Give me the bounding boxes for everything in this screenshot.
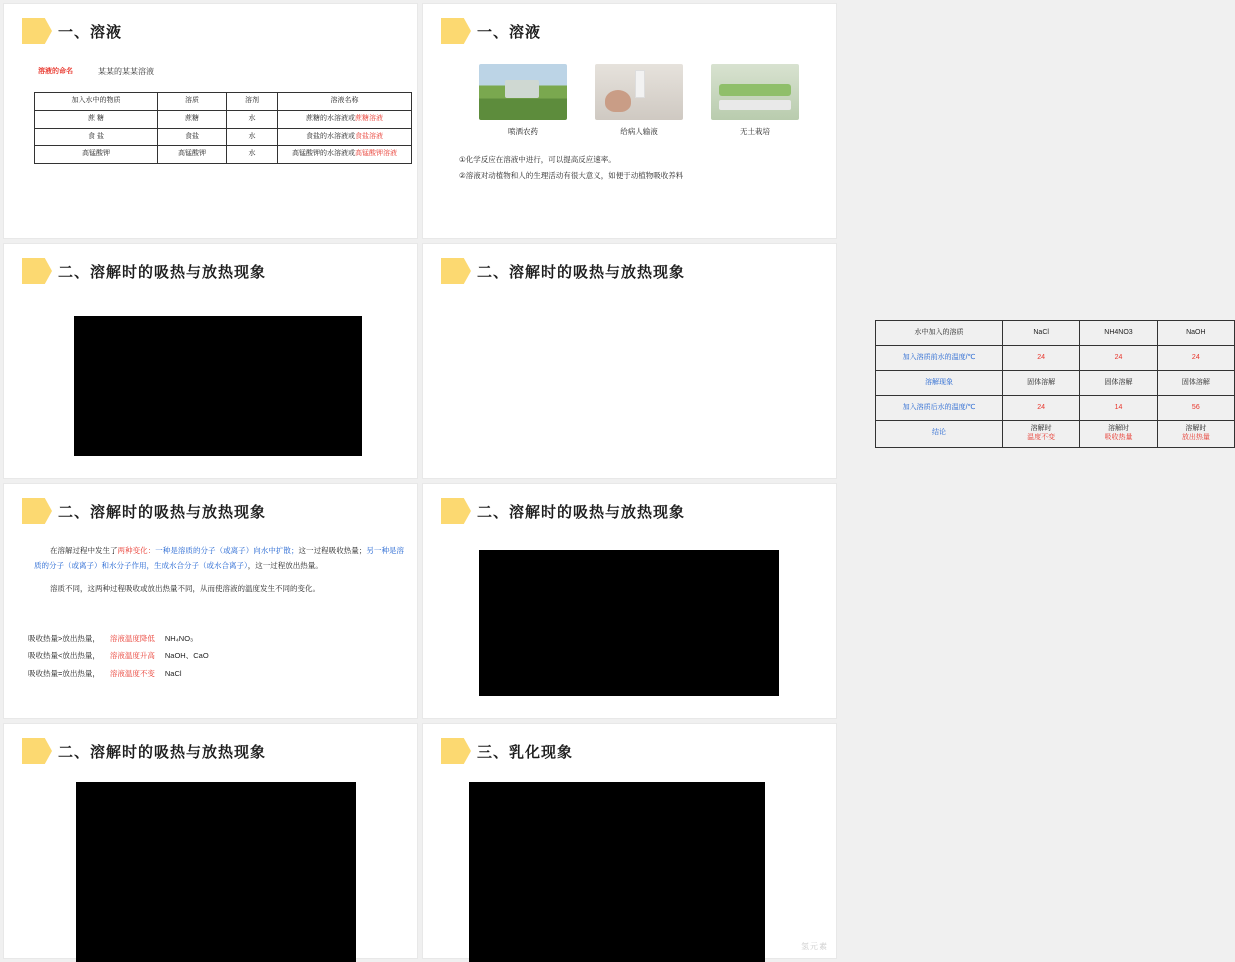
th-solute-added: 水中加入的溶质 xyxy=(876,321,1003,346)
caption-3: 无土栽培 xyxy=(740,127,770,136)
cell-solute: 食盐 xyxy=(158,128,227,146)
dissolution-heat-table xyxy=(875,320,1235,448)
slide-2-header xyxy=(423,4,836,44)
row-label-temp-after: 加入溶质后水的温度/℃ xyxy=(876,396,1003,421)
cell-substance: 高锰酸钾 xyxy=(35,146,158,164)
slide-5-title: 二、溶解时的吸热与放热现象 xyxy=(58,503,267,521)
video-placeholder[interactable] xyxy=(469,782,765,962)
para1-f: 另一种是溶质的分子（或离子）和水分子作用，生成水合分子（或水合离子） xyxy=(34,546,405,570)
naming-text: 某某的某某溶液 xyxy=(98,67,154,76)
para1-h: 放出热量。 xyxy=(285,560,323,570)
pentagon-tag-icon xyxy=(441,258,471,284)
slide-5-header xyxy=(4,484,417,524)
photo-spraying-pesticide xyxy=(479,64,567,120)
table-row xyxy=(876,321,1235,346)
table-row xyxy=(35,128,412,146)
conclusion-bottom: 放出热量 xyxy=(1181,433,1210,441)
cell-value: 24 xyxy=(1003,396,1080,421)
slide-2[interactable] xyxy=(422,3,837,239)
cell-solute: 高锰酸钾 xyxy=(158,146,227,164)
solution-naming-table xyxy=(34,92,412,164)
slide-8-header xyxy=(423,724,836,764)
cell-value: 14 xyxy=(1080,396,1157,421)
cell-conclusion xyxy=(1003,421,1080,448)
para1-g: ，这一过程 xyxy=(247,560,286,570)
cell-name xyxy=(278,146,412,164)
slide-6-title: 二、溶解时的吸热与放热现象 xyxy=(477,503,686,521)
th-substance: 加入水中的物质 xyxy=(35,93,158,111)
pentagon-tag-icon xyxy=(22,498,52,524)
video-placeholder[interactable] xyxy=(76,782,356,962)
rule-mid: 溶液温度不变 xyxy=(109,668,155,678)
slide-2-title: 一、溶液 xyxy=(477,23,542,41)
rules-list xyxy=(28,630,219,682)
cell-solvent: 水 xyxy=(227,128,278,146)
para1-e: 量； xyxy=(351,546,367,555)
cell-value: 56 xyxy=(1157,396,1234,421)
rule-right: NaCl xyxy=(164,668,182,678)
slide-6[interactable] xyxy=(422,483,837,719)
naming-label: 溶液的命名 xyxy=(38,68,73,75)
slide-8[interactable] xyxy=(422,723,837,959)
bullet-2: ②溶液对动植物和人的生理活动有很大意义，如便于动植物吸收养料 xyxy=(459,170,684,180)
conclusion-top: 溶解时 xyxy=(1107,425,1129,432)
rule-mid: 溶液温度升高 xyxy=(109,651,155,661)
cell-name xyxy=(278,128,412,146)
rule-left: 吸收热量=放出热量， xyxy=(28,668,100,678)
para1-b: 两种变化： xyxy=(117,546,156,555)
slide-4-header xyxy=(423,244,836,284)
th-name: 溶液名称 xyxy=(278,93,412,111)
para2-text: 溶质不同，这两种过程吸收或放出热量不同，从而使溶液的温度发生不同的变化。 xyxy=(50,584,320,594)
cell-value: 固体溶解 xyxy=(1003,371,1080,396)
bullet-lines xyxy=(459,152,683,184)
slide-1-header xyxy=(4,4,417,44)
row-label-phenomenon: 溶解现象 xyxy=(876,371,1003,396)
cell-name-part2: 蔗糖溶液 xyxy=(355,114,383,122)
photo-iv-infusion xyxy=(595,64,683,120)
cell-value: 24 xyxy=(1003,346,1080,371)
photo-captions xyxy=(479,126,799,137)
rule-right: NaOH、CaO xyxy=(164,651,209,661)
cell-conclusion xyxy=(1080,421,1157,448)
watermark: 氢元素 xyxy=(801,942,828,951)
cell-substance: 蔗 糖 xyxy=(35,110,158,128)
conclusion-bottom: 吸收热量 xyxy=(1104,433,1133,441)
cell-value: 固体溶解 xyxy=(1080,371,1157,396)
conclusion-bottom: 温度不变 xyxy=(1027,433,1056,441)
explanation-body xyxy=(34,544,404,606)
rule-row xyxy=(28,665,219,682)
cell-name-part2: 高锰酸钾溶液 xyxy=(355,150,397,158)
slide-3-header xyxy=(4,244,417,284)
slide-7[interactable] xyxy=(3,723,418,959)
para1-d: 这一过程吸收热 xyxy=(298,546,352,555)
cell-value: 24 xyxy=(1157,346,1234,371)
pentagon-tag-icon xyxy=(441,18,471,44)
paragraph-2 xyxy=(34,582,404,597)
caption-1: 喷洒农药 xyxy=(508,127,538,136)
cell-name-part1: 食盐的水溶液或 xyxy=(306,132,355,140)
slide-3[interactable] xyxy=(3,243,418,479)
pentagon-tag-icon xyxy=(441,498,471,524)
cell-conclusion xyxy=(1157,421,1234,448)
th-nacl: NaCl xyxy=(1003,321,1080,346)
slide-1-title: 一、溶液 xyxy=(58,23,123,41)
rule-row xyxy=(28,630,219,647)
rule-left: 吸收热量<放出热量， xyxy=(28,651,100,661)
cell-solvent: 水 xyxy=(227,146,278,164)
pentagon-tag-icon xyxy=(22,18,52,44)
photo-hydroponics xyxy=(711,64,799,120)
slide-5[interactable] xyxy=(3,483,418,719)
conclusion-top: 溶解时 xyxy=(1185,425,1207,432)
table-row xyxy=(876,421,1235,448)
photo-row xyxy=(479,64,799,120)
rule-left: 吸收热量>放出热量， xyxy=(28,634,100,643)
rule-mid: 溶液温度降低 xyxy=(109,634,155,643)
slide-1[interactable] xyxy=(3,3,418,239)
th-solvent: 溶剂 xyxy=(227,93,278,111)
pentagon-tag-icon xyxy=(441,738,471,764)
pentagon-tag-icon xyxy=(22,738,52,764)
conclusion-top: 溶解时 xyxy=(1030,425,1052,432)
bullet-1: ①化学反应在溶液中进行，可以提高反应速率。 xyxy=(459,155,616,164)
cell-value: 固体溶解 xyxy=(1157,371,1234,396)
table-row xyxy=(876,346,1235,371)
th-naoh: NaOH xyxy=(1157,321,1234,346)
para1-a: 在溶解过程中发生了 xyxy=(50,546,118,555)
table-row xyxy=(35,93,412,111)
rule-row xyxy=(28,647,219,664)
slide-4-title: 二、溶解时的吸热与放热现象 xyxy=(477,263,686,281)
slide-3-title: 二、溶解时的吸热与放热现象 xyxy=(58,263,267,281)
cell-solute: 蔗糖 xyxy=(158,110,227,128)
slide-7-header xyxy=(4,724,417,764)
cell-name-part1: 高锰酸钾的水溶液或 xyxy=(292,150,355,158)
cell-name-part2: 食盐溶液 xyxy=(355,132,383,140)
slide-6-header xyxy=(423,484,836,524)
th-nh4no3: NH4NO3 xyxy=(1080,321,1157,346)
slide-8-title: 三、乳化现象 xyxy=(477,743,574,761)
cell-name-part1: 蔗糖的水溶液或 xyxy=(306,114,355,122)
slide-7-title: 二、溶解时的吸热与放热现象 xyxy=(58,743,267,761)
cell-substance: 食 盐 xyxy=(35,128,158,146)
cell-name xyxy=(278,110,412,128)
pentagon-tag-icon xyxy=(22,258,52,284)
cell-value: 24 xyxy=(1080,346,1157,371)
paragraph-1 xyxy=(34,544,404,573)
rule-right: NH₄NO₃ xyxy=(164,634,194,643)
caption-2: 给病人输液 xyxy=(620,127,658,136)
table-row xyxy=(876,396,1235,421)
row-label-conclusion: 结论 xyxy=(876,421,1003,448)
video-placeholder[interactable] xyxy=(74,316,362,456)
para1-c: 一种是溶质的分子（或离子）向水中扩散； xyxy=(155,546,299,555)
slide-4[interactable] xyxy=(422,243,1210,479)
cell-solvent: 水 xyxy=(227,110,278,128)
video-placeholder[interactable] xyxy=(479,550,779,696)
table-row xyxy=(876,371,1235,396)
th-solute: 溶质 xyxy=(158,93,227,111)
table-row xyxy=(35,146,412,164)
table-row xyxy=(35,110,412,128)
row-label-temp-before: 加入溶质前水的温度/℃ xyxy=(876,346,1003,371)
